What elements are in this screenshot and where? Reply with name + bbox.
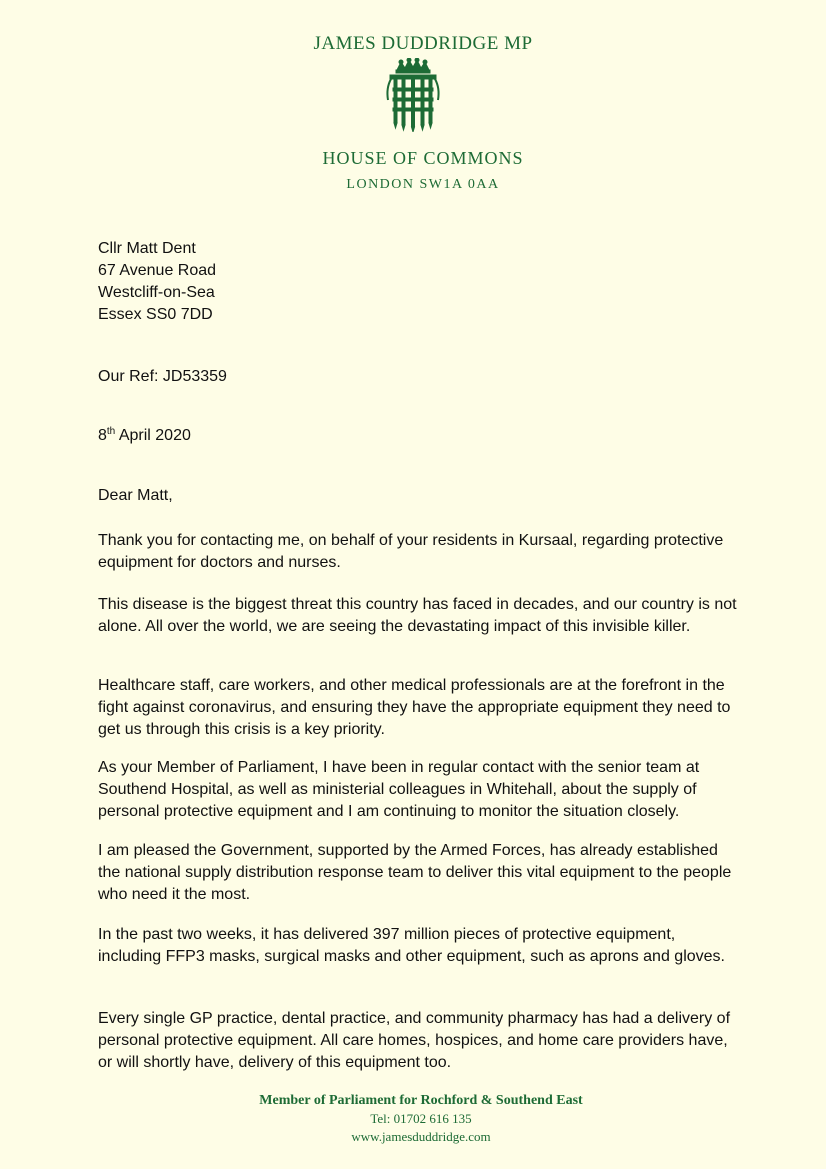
letterhead-address: LONDON SW1A 0AA	[346, 177, 500, 192]
date-rest: April 2020	[115, 427, 191, 444]
paragraph: I am pleased the Government, supported by the Armed Forces, has already established the national supply distribution response team to deliver this vital equipment to the people who need it the most.	[98, 842, 732, 903]
paragraph: As your Member of Parliament, I have been in regular contact with the senior team at Southend Hospital, as well as ministerial colleagues in Whitehall, about the supply of personal protective equipment and I am continuing to monitor the situation closely.	[98, 759, 700, 820]
date-day: 8	[98, 427, 107, 444]
recipient-line: Westcliff-on-Sea	[98, 284, 215, 301]
date-suffix: th	[106, 426, 116, 437]
paragraph: Every single GP practice, dental practice, and community pharmacy has had a delivery of personal protective equipment. All care homes, hospices, and home care providers have, or will shortly have, delivery of this equipment too.	[98, 1010, 731, 1071]
salutation: Dear Matt,	[98, 487, 173, 504]
paragraph: This disease is the biggest threat this country has faced in decades, and our country is not alone. All over the world, we are seeing the devastating impact of this invisible killer.	[98, 596, 737, 635]
recipient-line: Essex SS0 7DD	[98, 306, 213, 323]
footer-telephone: Tel: 01702 616 135	[370, 1111, 472, 1126]
footer-constituency: Member of Parliament for Rochford & Southend East	[259, 1093, 583, 1108]
letter-footer	[0, 1092, 826, 1146]
house-of-commons: HOUSE OF COMMONS	[322, 148, 524, 168]
letter-date	[98, 425, 738, 447]
reference: Our Ref: JD53359	[98, 368, 227, 385]
portcullis-icon	[383, 58, 443, 132]
paragraph: Healthcare staff, care workers, and other medical professionals are at the forefront in the fight against coronavirus, and ensuring they have the appropriate equipment they need to get us through this crisis is a key priority.	[98, 677, 731, 738]
recipient-line: 67 Avenue Road	[98, 262, 217, 279]
recipient-address	[98, 238, 738, 326]
mp-name: JAMES DUDDRIDGE MP	[313, 33, 533, 54]
footer-website[interactable]: www.jamesduddridge.com	[351, 1129, 491, 1144]
recipient-line: Cllr Matt Dent	[98, 240, 196, 257]
paragraph: Thank you for contacting me, on behalf of your residents in Kursaal, regarding protective equipment for doctors and nurses.	[98, 532, 724, 571]
paragraph: In the past two weeks, it has delivered 397 million pieces of protective equipment, including FFP3 masks, surgical masks and other equipment, such as aprons and gloves.	[98, 926, 725, 965]
